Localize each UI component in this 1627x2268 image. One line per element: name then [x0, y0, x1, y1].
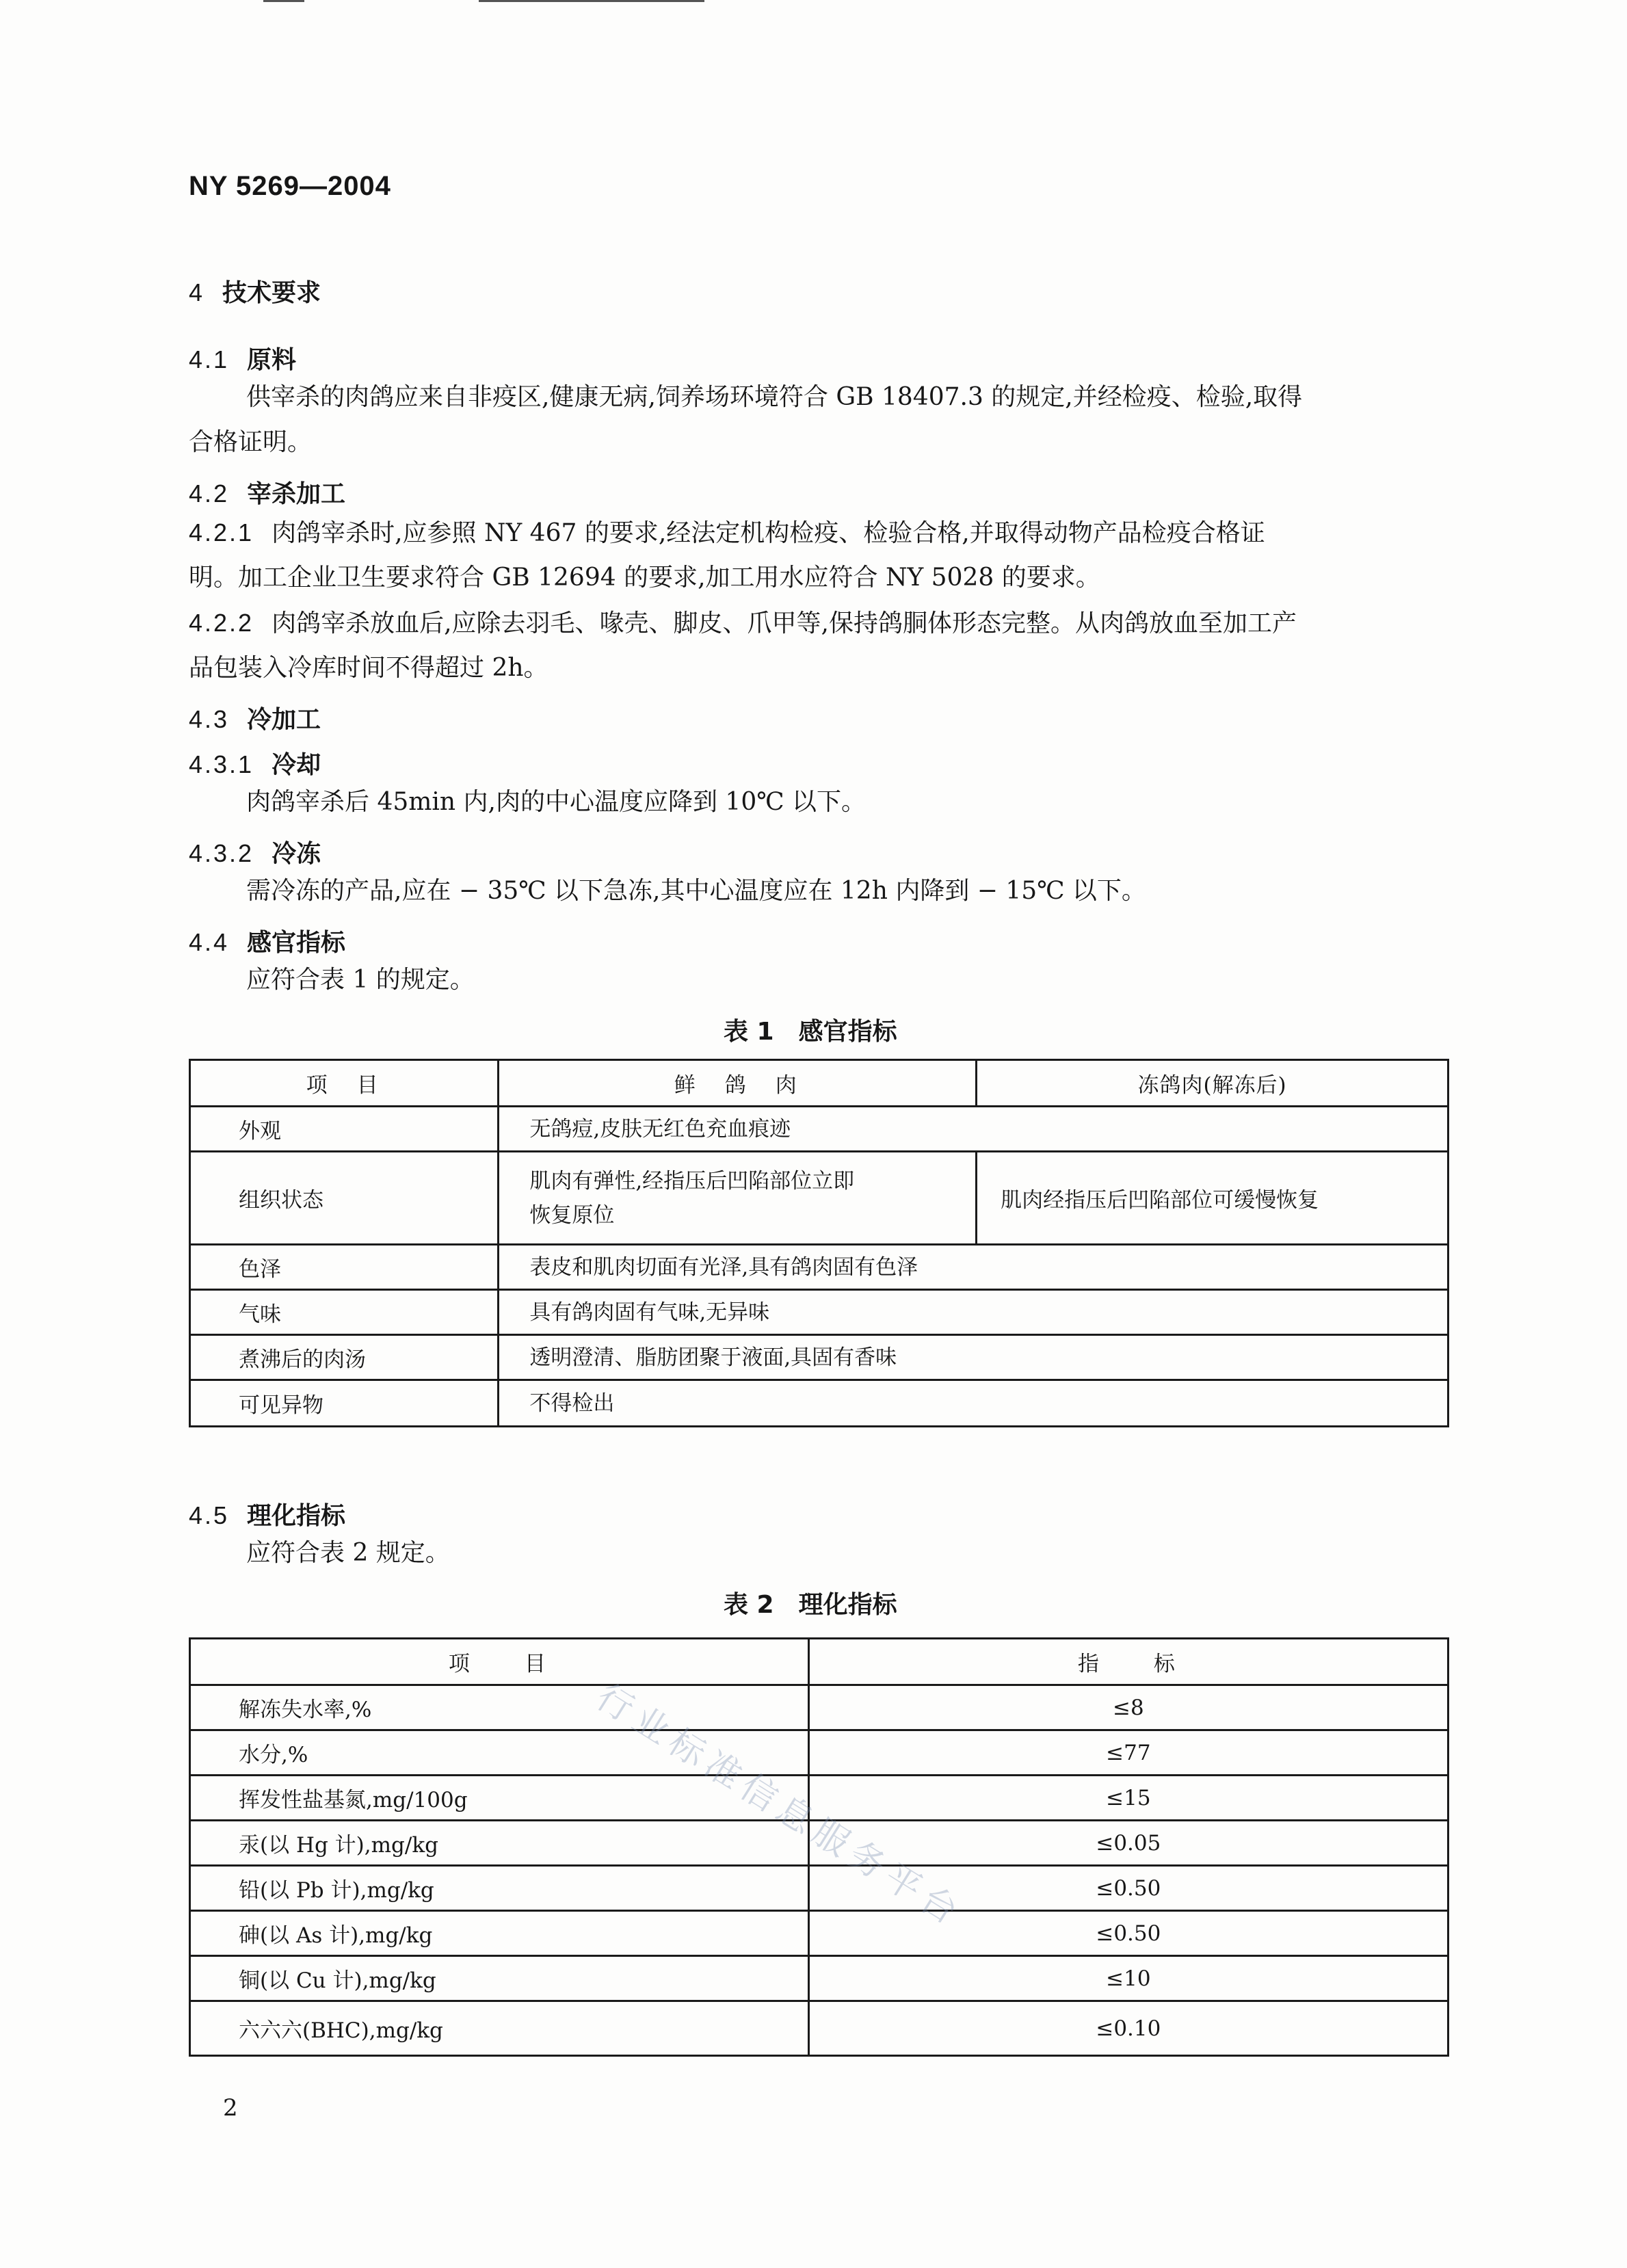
value-cell: 肌肉经指压后凹陷部位可缓慢恢复: [977, 1152, 1449, 1245]
table-row: [190, 1152, 1449, 1245]
table-2-caption: 表 2 理化指标: [724, 1591, 897, 1619]
value-cell: 具有鸽肉固有气味,无异味: [499, 1290, 1449, 1335]
table-row: [190, 1956, 1449, 2001]
table-row: [190, 1730, 1449, 1776]
value-cell: 透明澄清、脂肪团聚于液面,具固有香味: [499, 1335, 1449, 1380]
paragraph: 肉鸽宰杀放血后,应除去羽毛、喙壳、脚皮、爪甲等,保持鸽胴体形态完整。从肉鸽放血至加工产: [272, 609, 1297, 637]
header-cell: 指 标: [808, 1639, 1448, 1685]
value-cell: 表皮和肌肉切面有光泽,具有鸽肉固有色泽: [499, 1245, 1449, 1290]
value-cell: 无鸽痘,皮肤无红色充血痕迹: [499, 1107, 1449, 1152]
section-number: 4.2.2: [189, 609, 254, 637]
section-4-1-heading: [189, 341, 296, 375]
paragraph: 应符合表 1 的规定。: [246, 966, 475, 994]
section-title: 技术要求: [222, 279, 321, 307]
item-cell: 外观: [190, 1107, 499, 1152]
watermark: 行业标准信息服务平台: [589, 1676, 970, 1936]
section-title: 感官指标: [247, 929, 346, 957]
paragraph: 肉鸽宰杀时,应参照 NY 467 的要求,经法定机构检疫、检验合格,并取得动物产品检疫合格证: [272, 519, 1265, 547]
section-number: 4.3: [189, 705, 230, 733]
item-cell: 铅(以 Pb 计),mg/kg: [190, 1866, 809, 1911]
section-4-heading: [189, 274, 321, 308]
item-cell: 六六六(BHC),mg/kg: [190, 2001, 809, 2056]
section-4-3-2-heading: [189, 834, 321, 869]
value-cell: ≤15: [808, 1776, 1448, 1821]
value-cell: ≤0.05: [808, 1821, 1448, 1866]
section-number: 4.1: [189, 345, 230, 373]
item-cell: 砷(以 As 计),mg/kg: [190, 1911, 809, 1956]
section-number: 4: [189, 278, 205, 306]
section-title: 冷却: [272, 751, 321, 779]
section-4-2-heading: [189, 475, 345, 510]
scan-artifact-line: [479, 0, 704, 2]
header-cell: 鲜 鸽 肉: [499, 1060, 977, 1107]
item-cell: 气味: [190, 1290, 499, 1335]
page-number: 2: [223, 2094, 238, 2122]
paragraph: 合格证明。: [189, 428, 313, 456]
section-number: 4.5: [189, 1501, 230, 1529]
value-cell: ≤10: [808, 1956, 1448, 2001]
paragraph: 品包装入冷库时间不得超过 2h。: [189, 654, 548, 682]
table-row: [190, 1685, 1449, 1730]
section-title: 冷加工: [247, 706, 321, 734]
table-header-row: [190, 1639, 1449, 1685]
section-4-3-1-heading: [189, 746, 321, 780]
section-4-2-2: [189, 601, 1297, 646]
paragraph: 明。加工企业卫生要求符合 GB 12694 的要求,加工用水应符合 NY 5028 的要求。: [189, 564, 1100, 592]
table-row: [190, 1290, 1449, 1335]
header-cell: 冻鸽肉(解冻后): [977, 1060, 1449, 1107]
table-1-sensory: [189, 1059, 1449, 1427]
section-title: 冷冻: [272, 840, 321, 868]
scan-artifact-line: [263, 0, 304, 2]
item-cell: 色泽: [190, 1245, 499, 1290]
standard-code: NY 5269—2004: [189, 171, 391, 201]
section-title: 理化指标: [247, 1502, 346, 1530]
value-line: 肌肉有弹性,经指压后凹陷部位立即: [529, 1168, 855, 1194]
section-number: 4.4: [189, 928, 230, 956]
table-row: [190, 1107, 1449, 1152]
section-number: 4.2.1: [189, 518, 254, 546]
item-cell: 挥发性盐基氮,mg/100g: [190, 1776, 809, 1821]
table-row: [190, 1866, 1449, 1911]
section-number: 4.3.2: [189, 839, 254, 867]
table-row: [190, 2001, 1449, 2056]
value-cell: ≤77: [808, 1730, 1448, 1776]
section-4-2-1: [189, 510, 1265, 556]
value-cell: ≤8: [808, 1685, 1448, 1730]
table-row: [190, 1335, 1449, 1380]
item-cell: 水分,%: [190, 1730, 809, 1776]
section-4-4-heading: [189, 923, 345, 958]
value-cell: ≤0.50: [808, 1866, 1448, 1911]
section-4-3-heading: [189, 700, 321, 735]
value-cell: [499, 1152, 977, 1245]
item-cell: 解冻失水率,%: [190, 1685, 809, 1730]
value-line: 恢复原位: [529, 1202, 615, 1228]
section-number: 4.3.1: [189, 750, 254, 778]
value-cell: ≤0.50: [808, 1911, 1448, 1956]
section-title: 宰杀加工: [247, 480, 346, 508]
paragraph: 需冷冻的产品,应在 − 35℃ 以下急冻,其中心温度应在 12h 内降到 − 15℃ 以下。: [246, 877, 1146, 905]
item-cell: 汞(以 Hg 计),mg/kg: [190, 1821, 809, 1866]
paragraph: 应符合表 2 规定。: [246, 1539, 450, 1567]
table-row: [190, 1911, 1449, 1956]
section-title: 原料: [247, 346, 297, 374]
value-cell: 不得检出: [499, 1380, 1449, 1427]
section-4-5-heading: [189, 1496, 345, 1531]
table-header-row: [190, 1060, 1449, 1107]
item-cell: 可见异物: [190, 1380, 499, 1427]
table-row: [190, 1380, 1449, 1427]
paragraph: 供宰杀的肉鸽应来自非疫区,健康无病,饲养场环境符合 GB 18407.3 的规定,并经检疫、检验,取得: [246, 383, 1303, 411]
item-cell: 煮沸后的肉汤: [190, 1335, 499, 1380]
table-row: [190, 1245, 1449, 1290]
header-cell: 项 目: [190, 1639, 809, 1685]
paragraph: 肉鸽宰杀后 45min 内,肉的中心温度应降到 10℃ 以下。: [246, 788, 866, 816]
item-cell: 铜(以 Cu 计),mg/kg: [190, 1956, 809, 2001]
table-1-caption: 表 1 感官指标: [724, 1018, 897, 1046]
section-number: 4.2: [189, 479, 230, 507]
header-cell: 项 目: [190, 1060, 499, 1107]
item-cell: 组织状态: [190, 1152, 499, 1245]
value-cell: ≤0.10: [808, 2001, 1448, 2056]
